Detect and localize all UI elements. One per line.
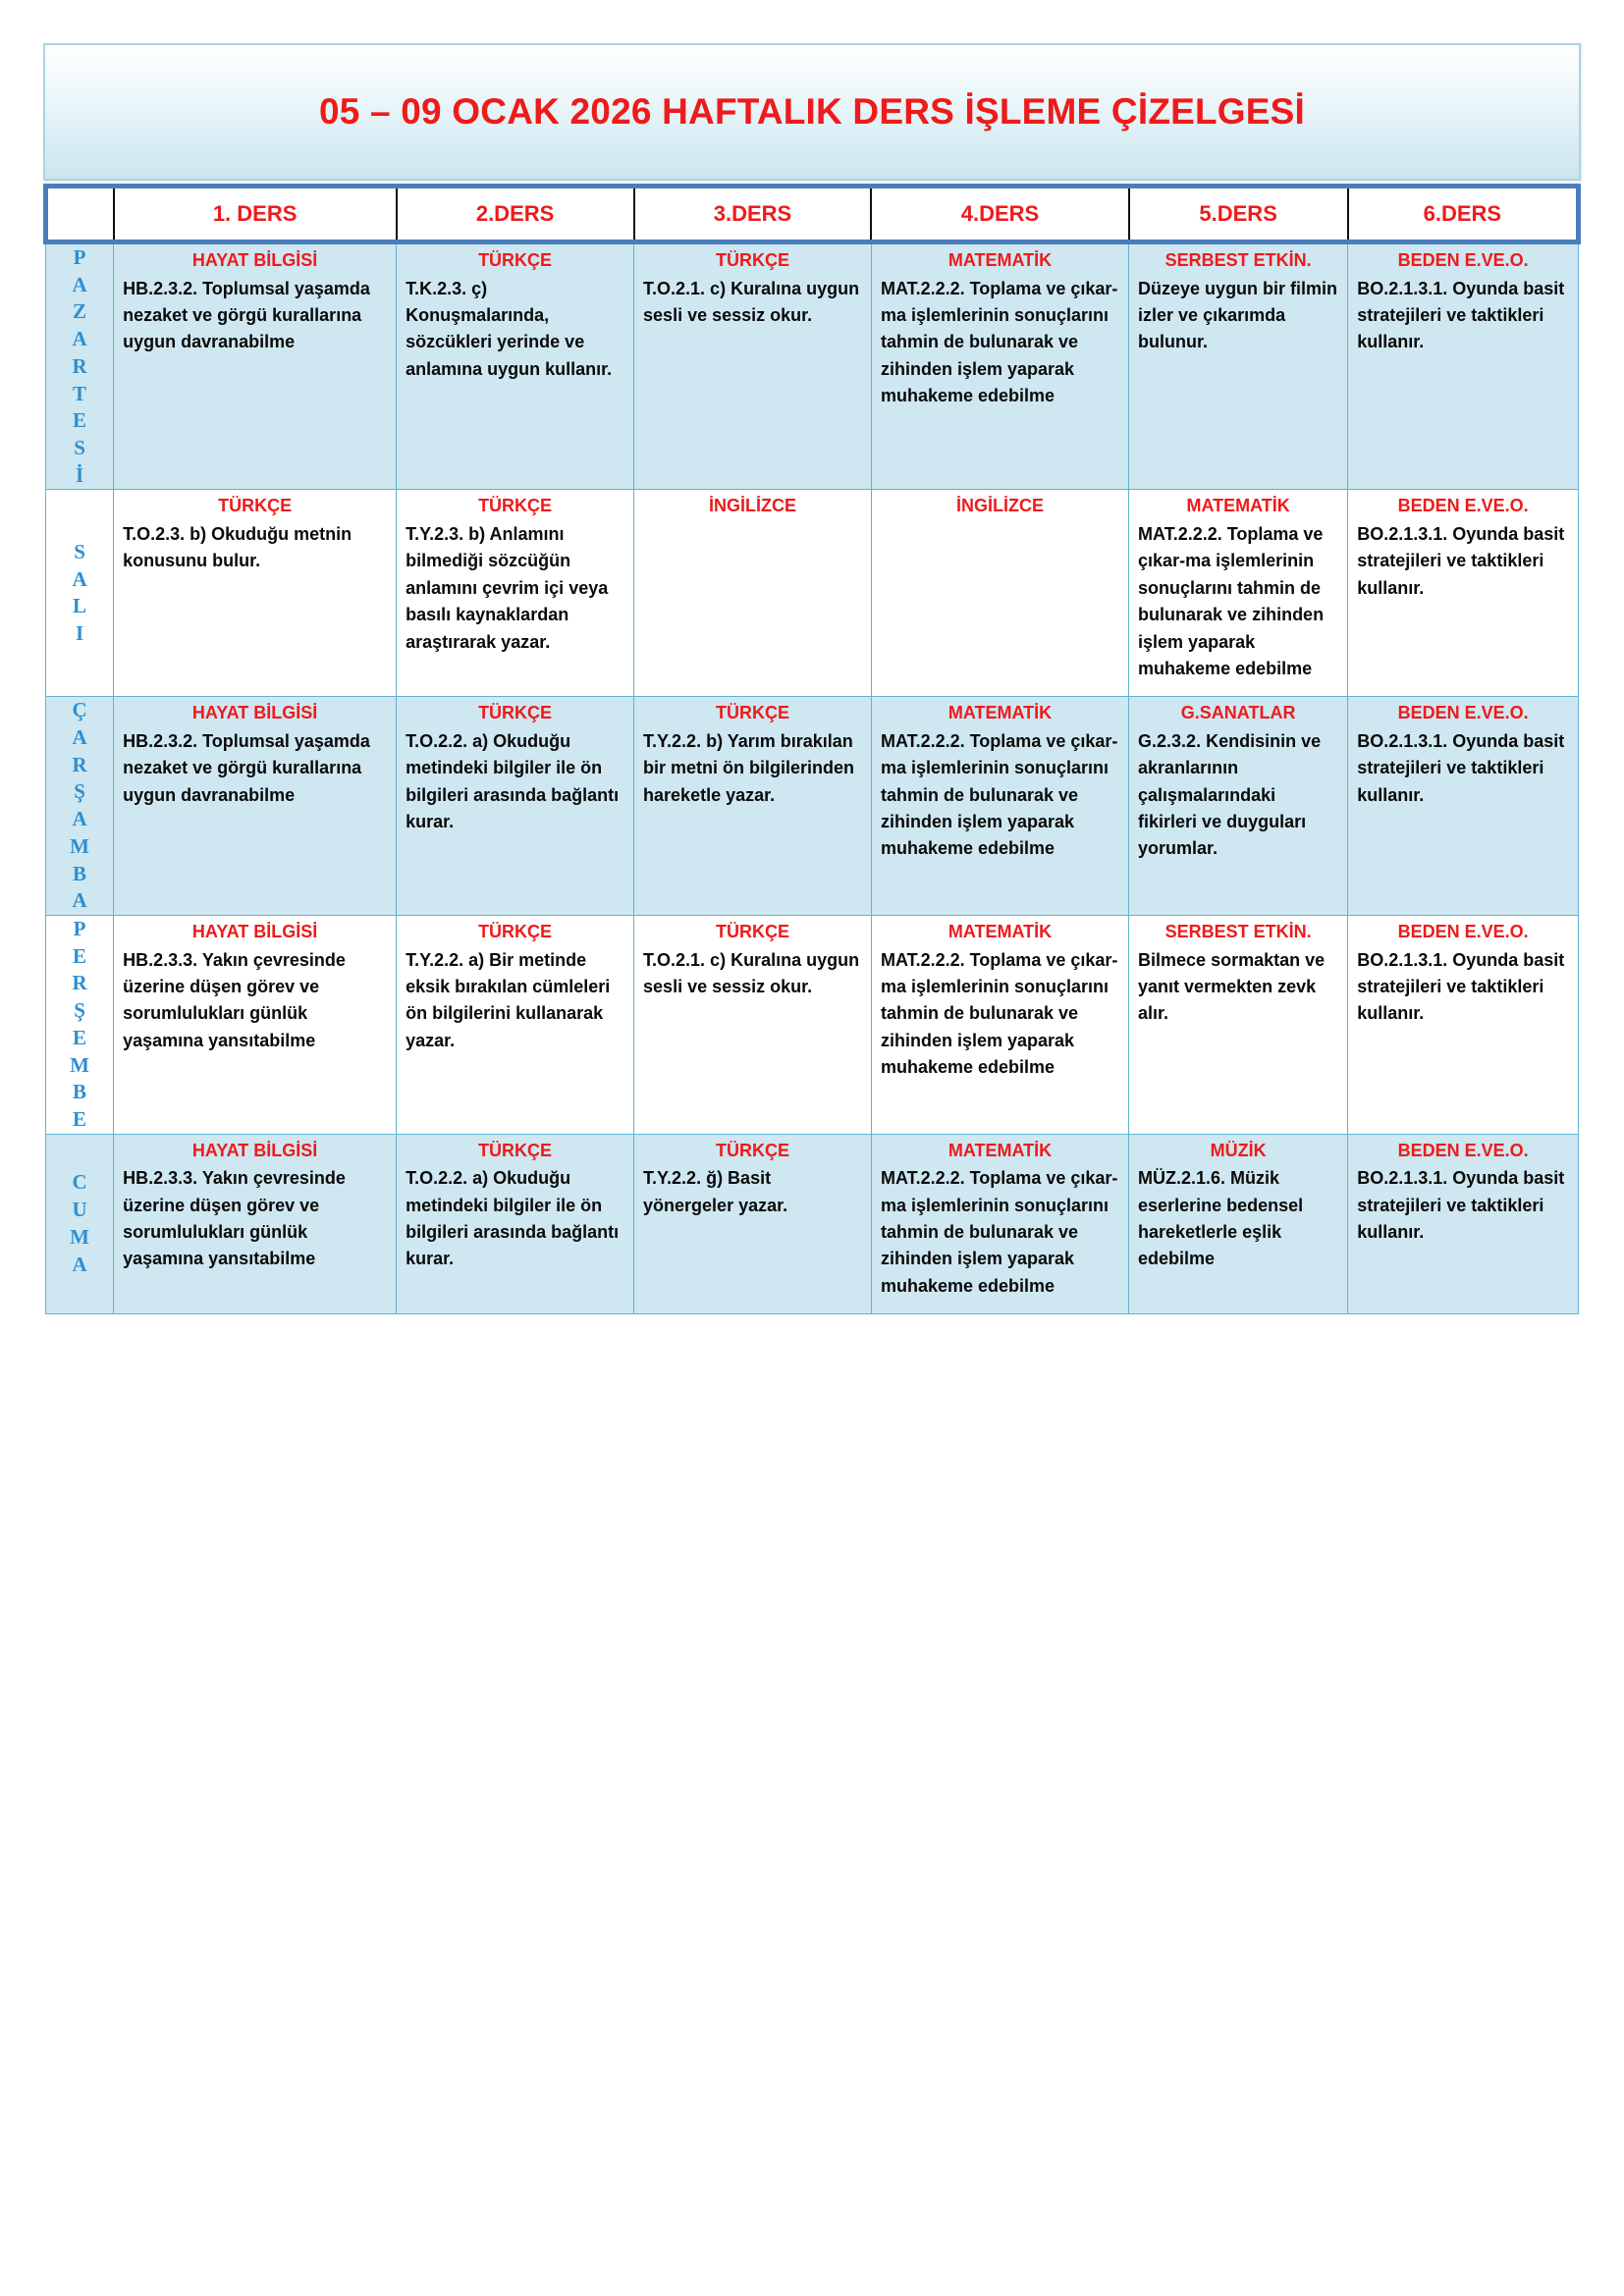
lesson-objective: T.Y.2.2. ğ) Basit yönergeler yazar. [643,1168,788,1215]
column-header-label: 2.DERS [475,201,555,226]
table-row [46,242,1579,490]
day-label-letter: Ş [74,998,85,1023]
lesson-cell [114,490,397,697]
lesson-cell [114,242,397,490]
lesson-subject: İNGİLİZCE [955,496,1044,516]
day-label-letter: A [72,724,87,749]
day-label-letter: Ç [72,698,87,722]
lesson-objective: Bilmece sormaktan ve yanıt vermekten zevk alır. [1138,949,1326,1024]
lesson-subject: HAYAT BİLGİSİ [191,703,318,723]
lesson-cell [634,1134,872,1313]
day-label-letter: M [70,1224,89,1249]
lesson-subject: BEDEN E.VE.O. [1397,1140,1529,1160]
day-label-cell [46,242,114,490]
lesson-cell [871,242,1128,490]
day-label-letter: B [73,1080,87,1104]
day-label-letter: E [73,1107,87,1131]
lesson-objective: MAT.2.2.2. Toplama ve çıkar-ma işlemlerinin sonuçlarını tahmin de bulunarak ve zihinden işlem yaparak muhakeme edebilme [880,730,1118,859]
table-row [46,490,1579,697]
lesson-subject: MATEMATİK [947,703,1053,723]
lesson-subject: MATEMATİK [947,921,1053,941]
lesson-subject: HAYAT BİLGİSİ [191,921,318,941]
lesson-subject: TÜRKÇE [715,703,789,723]
lesson-objective: BO.2.1.3.1. Oyunda basit stratejileri ve taktikleri kullanır. [1357,1168,1565,1243]
lesson-objective: MAT.2.2.2. Toplama ve çıkar-ma işlemlerinin sonuçlarını tahmin de bulunarak ve zihinden işlem yaparak muhakeme edebilme [1138,524,1325,678]
day-label-letter: A [72,566,87,591]
lesson-cell [1129,1134,1348,1313]
column-header-label: 6.DERS [1423,201,1502,226]
day-label-letter: E [73,943,87,968]
day-label-letter: R [72,752,87,776]
lesson-subject: BEDEN E.VE.O. [1397,250,1529,270]
day-label-letter: İ [75,462,84,487]
lesson-subject: SERBEST ETKİN. [1164,921,1312,941]
day-label-stack [46,697,113,915]
lesson-subject: TÜRKÇE [715,250,789,270]
lesson-subject: HAYAT BİLGİSİ [191,1140,318,1160]
lesson-subject: TÜRKÇE [478,250,553,270]
lesson-subject: TÜRKÇE [478,496,553,516]
lesson-subject: SERBEST ETKİN. [1164,250,1312,270]
lesson-subject: TÜRKÇE [478,1140,553,1160]
table-row [46,1134,1579,1313]
day-label-stack [46,1169,113,1278]
lesson-cell [397,1134,634,1313]
day-label-letter: P [73,245,86,269]
lesson-subject: İNGİLİZCE [708,496,796,516]
lesson-objective: MAT.2.2.2. Toplama ve çıkar-ma işlemlerinin sonuçlarını tahmin de bulunarak ve zihinden işlem yaparak muhakeme edebilme [880,278,1118,406]
day-label-letter: U [72,1198,87,1222]
lesson-subject: BEDEN E.VE.O. [1397,496,1529,516]
lesson-subject: TÜRKÇE [218,496,293,516]
lesson-objective: T.O.2.2. a) Okuduğu metindeki bilgiler ile ön bilgileri arasında bağlantı kurar. [406,1168,620,1269]
lesson-objective: G.2.3.2. Kendisinin ve akranlarının çalışmalarındaki fikirleri ve duyguları yorumlar. [1138,730,1322,859]
day-label-letter: R [72,353,87,378]
day-label-letter: L [73,594,87,618]
day-label-letter: M [70,1052,89,1077]
day-label-letter: A [72,272,87,296]
lesson-subject: HAYAT BİLGİSİ [191,250,318,270]
lesson-subject: MÜZİK [1210,1140,1267,1160]
lesson-objective: BO.2.1.3.1. Oyunda basit stratejileri ve taktikleri kullanır. [1357,949,1565,1024]
day-label-letter: R [72,971,87,995]
day-label-letter: S [74,539,85,563]
day-label-letter: E [73,1025,87,1049]
lesson-cell [634,490,872,697]
lesson-cell [1129,490,1348,697]
column-header-3 [634,187,872,242]
lesson-objective: MAT.2.2.2. Toplama ve çıkar-ma işlemlerinin sonuçlarını tahmin de bulunarak ve zihinden işlem yaparak muhakeme edebilme [880,1168,1118,1296]
lesson-subject: G.SANATLAR [1180,703,1296,723]
lesson-subject: BEDEN E.VE.O. [1397,703,1529,723]
lesson-objective: T.O.2.2. a) Okuduğu metindeki bilgiler ile ön bilgileri arasında bağlantı kurar. [406,730,620,831]
lesson-cell [114,1134,397,1313]
day-label-letter: A [72,888,87,913]
lesson-cell [1129,242,1348,490]
lesson-cell [1129,915,1348,1134]
lesson-cell [634,242,872,490]
column-header-1 [114,187,397,242]
day-label-stack [46,244,113,489]
table-body [46,242,1579,1314]
table-row [46,697,1579,916]
column-header-4 [871,187,1128,242]
header-corner-cell [46,187,114,242]
lesson-cell [1348,242,1579,490]
day-label-letter: B [73,861,87,885]
day-label-cell [46,490,114,697]
day-label-letter: Z [73,299,87,324]
lesson-cell [1348,490,1579,697]
page-title: 05 – 09 OCAK 2026 HAFTALIK DERS İŞLEME ÇİZELGESİ [318,91,1306,132]
day-label-letter: I [75,621,84,646]
day-label-cell [46,697,114,916]
title-banner [43,43,1581,181]
day-label-letter: S [74,436,85,460]
weekly-schedule-table [43,184,1581,1314]
lesson-cell [871,490,1128,697]
lesson-objective: T.O.2.1. c) Kuralına uygun sesli ve sessiz okur. [643,278,860,325]
lesson-subject: TÜRKÇE [478,921,553,941]
lesson-cell [397,242,634,490]
day-label-letter: C [72,1170,87,1195]
lesson-subject: TÜRKÇE [715,1140,789,1160]
lesson-subject: TÜRKÇE [478,703,553,723]
lesson-cell [397,697,634,916]
lesson-objective: T.Y.2.2. b) Yarım bırakılan bir metni ön bilgilerinden hareketle yazar. [643,730,855,805]
column-header-5 [1129,187,1348,242]
lesson-objective: HB.2.3.3. Yakın çevresinde üzerine düşen görev ve sorumlulukları günlük yaşamına yansıtabilme [123,949,346,1050]
day-label-letter: P [73,916,86,940]
lesson-objective: BO.2.1.3.1. Oyunda basit stratejileri ve taktikleri kullanır. [1357,278,1565,352]
column-header-label: 4.DERS [960,201,1040,226]
header-row [46,187,1579,242]
lesson-cell [1348,915,1579,1134]
table-header [46,187,1579,242]
lesson-objective: T.Y.2.3. b) Anlamını bilmediği sözcüğün anlamını çevrim içi veya basılı kaynaklardan araştırarak yazar. [406,524,609,652]
lesson-cell [871,1134,1128,1313]
lesson-subject: MATEMATİK [1186,496,1290,516]
lesson-subject: MATEMATİK [947,250,1053,270]
lesson-subject: BEDEN E.VE.O. [1397,921,1529,941]
lesson-cell [871,697,1128,916]
lesson-objective: BO.2.1.3.1. Oyunda basit stratejileri ve taktikleri kullanır. [1357,524,1565,598]
lesson-objective: T.O.2.1. c) Kuralına uygun sesli ve sessiz okur. [643,949,860,996]
lesson-objective: T.O.2.3. b) Okuduğu metnin konusunu bulur. [123,524,352,571]
column-header-2 [397,187,634,242]
day-label-letter: A [72,327,87,351]
lesson-objective: HB.2.3.2. Toplumsal yaşamda nezaket ve görgü kurallarına uygun davranabilme [123,278,370,352]
lesson-objective: MAT.2.2.2. Toplama ve çıkar-ma işlemlerinin sonuçlarını tahmin de bulunarak ve zihinden işlem yaparak muhakeme edebilme [880,949,1118,1077]
lesson-objective: Düzeye uygun bir filmin izler ve çıkarımda bulunur. [1138,278,1338,352]
column-header-label: 3.DERS [713,201,792,226]
lesson-subject: TÜRKÇE [715,921,789,941]
lesson-objective: BO.2.1.3.1. Oyunda basit stratejileri ve taktikleri kullanır. [1357,730,1565,805]
lesson-cell [397,915,634,1134]
lesson-cell [871,915,1128,1134]
day-label-letter: A [72,1252,87,1276]
day-label-cell [46,1134,114,1313]
lesson-cell [114,697,397,916]
day-label-letter: E [73,408,87,433]
column-header-label: 1. DERS [212,201,298,226]
lesson-cell [114,915,397,1134]
lesson-cell [634,915,872,1134]
day-label-stack [46,539,113,648]
day-label-letter: T [73,381,87,405]
lesson-subject: MATEMATİK [947,1140,1053,1160]
lesson-objective: HB.2.3.3. Yakın çevresinde üzerine düşen görev ve sorumlulukları günlük yaşamına yansıtabilme [123,1168,346,1269]
lesson-objective: T.Y.2.2. a) Bir metinde eksik bırakılan cümleleri ön bilgilerini kullanarak yazar. [406,949,611,1050]
lesson-objective: HB.2.3.2. Toplumsal yaşamda nezaket ve görgü kurallarına uygun davranabilme [123,730,370,805]
day-label-letter: M [70,833,89,858]
table-row [46,915,1579,1134]
lesson-objective: MÜZ.2.1.6. Müzik eserlerine bedensel hareketlerle eşlik edebilme [1138,1168,1304,1269]
lesson-cell [1129,697,1348,916]
day-label-letter: A [72,807,87,831]
lesson-cell [1348,1134,1579,1313]
lesson-cell [397,490,634,697]
lesson-objective: T.K.2.3. ç) Konuşmalarında, sözcükleri yerinde ve anlamına uygun kullanır. [406,278,613,379]
lesson-cell [634,697,872,916]
day-label-letter: Ş [74,779,85,804]
column-header-label: 5.DERS [1199,201,1277,226]
column-header-6 [1348,187,1579,242]
lesson-cell [1348,697,1579,916]
day-label-stack [46,916,113,1134]
day-label-cell [46,915,114,1134]
